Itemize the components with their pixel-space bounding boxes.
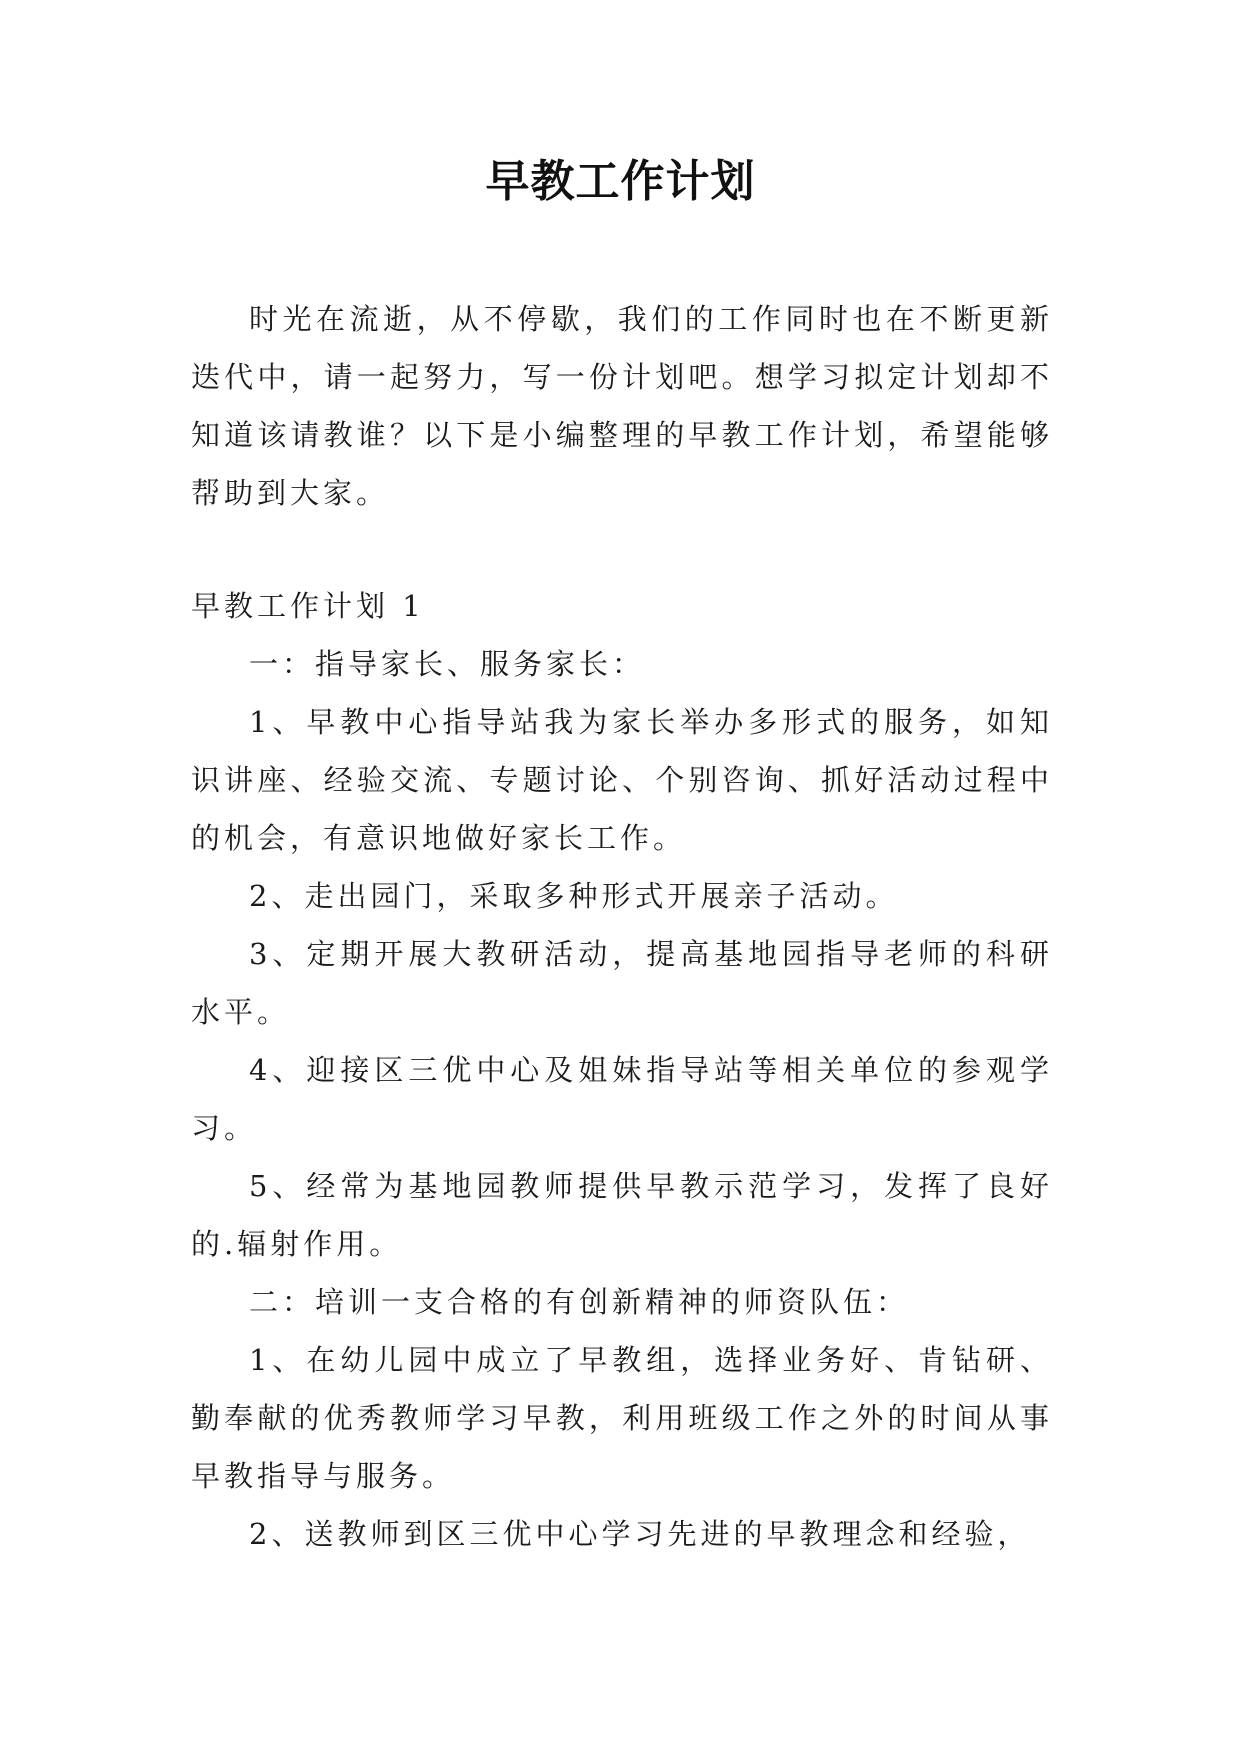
list-item: 4、迎接区三优中心及姐妹指导站等相关单位的参观学习。 [191, 1053, 1053, 1145]
intro-block [191, 290, 1053, 522]
list-item: 3、定期开展大教研活动，提高基地园指导老师的科研水平。 [191, 937, 1053, 1029]
list-item: 1、在幼儿园中成立了早教组，选择业务好、肯钻研、勤奉献的优秀教师学习早教，利用班级工作之外的时间从事早教指导与服务。 [191, 1343, 1053, 1493]
plan-section [191, 577, 1053, 1563]
list-item: 1、早教中心指导站我为家长举办多形式的服务，如知识讲座、经验交流、专题讨论、个别咨询、抓好活动过程中的机会，有意识地做好家长工作。 [191, 705, 1053, 855]
intro-paragraph: 时光在流逝，从不停歇，我们的工作同时也在不断更新迭代中，请一起努力，写一份计划吧。想学习拟定计划却不知道该请教谁？以下是小编整理的早教工作计划，希望能够帮助到大家。 [191, 302, 1053, 510]
list-item: 2、送教师到区三优中心学习先进的早教理念和经验， [249, 1517, 1031, 1551]
list-item: 5、经常为基地园教师提供早教示范学习，发挥了良好的.辐射作用。 [191, 1169, 1053, 1261]
section-subheading-teacher-training: 二：培训一支合格的有创新精神的师资队伍： [249, 1285, 910, 1319]
section-heading: 早教工作计划 1 [191, 589, 425, 623]
section-subheading-guide-parents: 一：指导家长、服务家长： [249, 647, 646, 681]
document-title: 早教工作计划 [485, 156, 756, 207]
list-item: 2、走出园门，采取多种形式开展亲子活动。 [249, 879, 899, 913]
